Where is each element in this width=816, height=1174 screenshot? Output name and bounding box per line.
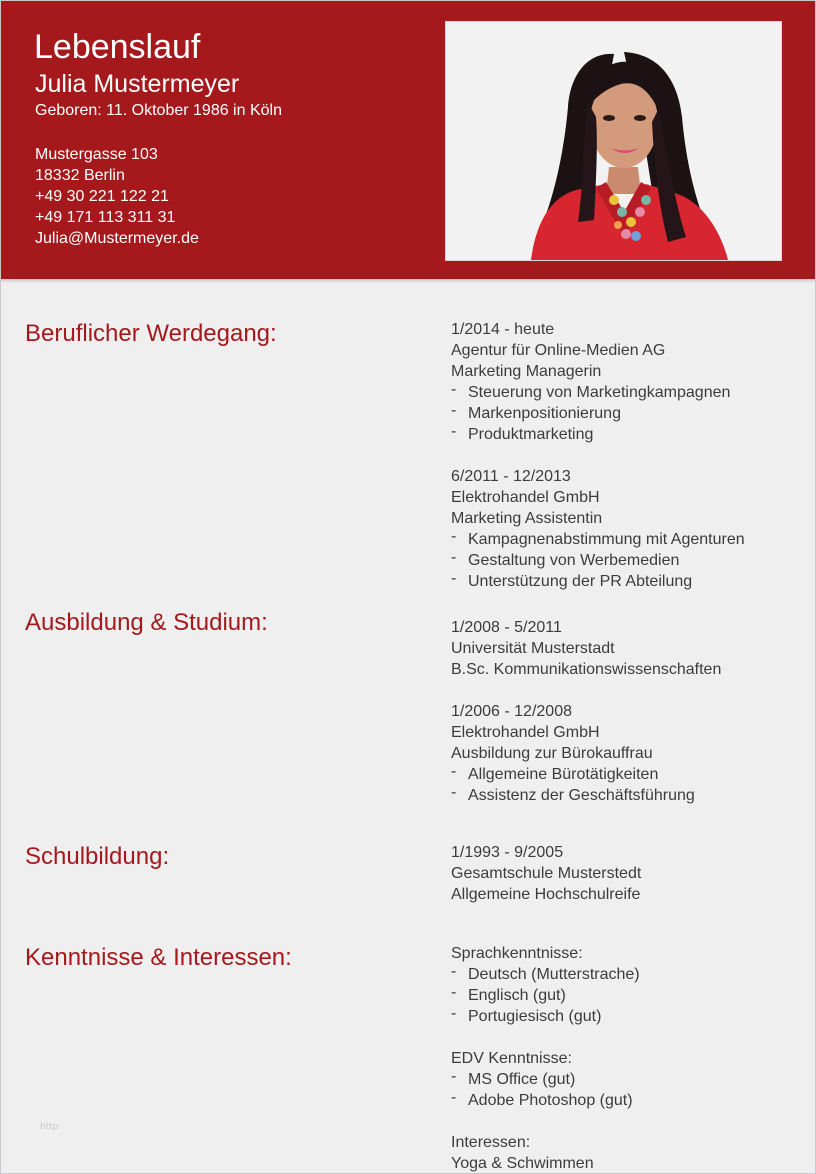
career-1-period: 1/2014 - heute xyxy=(451,321,555,338)
school-1-period: 1/1993 - 9/2005 xyxy=(451,844,564,861)
education-1-org: Universität Musterstadt xyxy=(451,640,615,657)
school-1-org: Gesamtschule Musterstedt xyxy=(451,865,642,882)
career-2-period: 6/2011 - 12/2013 xyxy=(451,468,571,485)
bullet-dash: - xyxy=(451,423,457,440)
header-shadow xyxy=(1,279,815,283)
list-item: - Unterstützung der PR Abteilung xyxy=(451,570,693,590)
education-entries xyxy=(451,617,721,806)
contact-city: 18332 Berlin xyxy=(35,167,125,184)
list-item: - Portugiesisch (gut) xyxy=(451,1005,602,1025)
contact-block xyxy=(35,144,199,249)
bullet-dash: - xyxy=(451,528,457,545)
list-item: - Gestaltung von Werbemedien xyxy=(451,549,680,569)
section-title-school: Schulbildung: xyxy=(25,843,170,870)
header-banner xyxy=(1,1,815,279)
list-item: - Assistenz der Geschäftsführung xyxy=(451,784,695,804)
education-1-degree: B.Sc. Kommunikationswissenschaften xyxy=(451,661,722,678)
education-2-org: Elektrohandel GmbH xyxy=(451,724,600,741)
watermark: http xyxy=(40,1122,59,1132)
list-item: - Kampagnenabstimmung mit Agenturen xyxy=(451,528,745,548)
bullet-dash: - xyxy=(451,763,457,780)
career-1-org: Agentur für Online-Medien AG xyxy=(451,342,666,359)
interests-value: Yoga & Schwimmen xyxy=(451,1155,594,1172)
contact-mobile: +49 171 113 311 31 xyxy=(35,209,176,226)
bullet-dash: - xyxy=(451,984,457,1001)
bullet-dash: - xyxy=(451,1068,457,1085)
career-2-org: Elektrohandel GmbH xyxy=(451,489,600,506)
bullet-dash: - xyxy=(451,1089,457,1106)
profile-photo xyxy=(445,21,782,261)
list-item: - Markenpositionierung xyxy=(451,402,621,422)
contact-phone: +49 30 221 122 21 xyxy=(35,188,169,205)
list-item: - Produktmarketing xyxy=(451,423,594,443)
section-title-education: Ausbildung & Studium: xyxy=(25,609,268,636)
section-title-skills: Kenntnisse & Interessen: xyxy=(25,944,292,971)
education-2-period: 1/2006 - 12/2008 xyxy=(451,703,572,720)
bullet-dash: - xyxy=(451,549,457,566)
list-item: - MS Office (gut) xyxy=(451,1068,576,1088)
page-title: Lebenslauf xyxy=(34,28,201,66)
bullet-dash: - xyxy=(451,1005,457,1022)
section-title-career: Beruflicher Werdegang: xyxy=(25,320,277,347)
education-2-role: Ausbildung zur Bürokauffrau xyxy=(451,745,653,762)
list-item: - Steuerung von Marketingkampagnen xyxy=(451,381,731,401)
it-label: EDV Kenntnisse: xyxy=(451,1050,572,1067)
languages-label: Sprachkenntnisse: xyxy=(451,945,583,962)
list-item: - Englisch (gut) xyxy=(451,984,566,1004)
bullet-dash: - xyxy=(451,570,457,587)
person-name: Julia Mustermeyer xyxy=(35,70,240,98)
career-2-role: Marketing Assistentin xyxy=(451,510,603,527)
bullet-dash: - xyxy=(451,402,457,419)
list-item: - Deutsch (Mutterstrache) xyxy=(451,963,640,983)
bullet-dash: - xyxy=(451,963,457,980)
contact-street: Mustergasse 103 xyxy=(35,146,158,163)
birth-info: Geboren: 11. Oktober 1986 in Köln xyxy=(35,102,282,119)
contact-email: Julia@Mustermeyer.de xyxy=(35,230,199,247)
list-item: - Allgemeine Bürotätigkeiten xyxy=(451,763,659,783)
school-1-degree: Allgemeine Hochschulreife xyxy=(451,886,641,903)
skills-entries xyxy=(451,943,640,1174)
career-1-role: Marketing Managerin xyxy=(451,363,602,380)
education-1-period: 1/2008 - 5/2011 xyxy=(451,619,562,636)
bullet-dash: - xyxy=(451,381,457,398)
career-entries xyxy=(451,319,745,592)
list-item: - Adobe Photoshop (gut) xyxy=(451,1089,633,1109)
portrait-illustration xyxy=(446,22,781,260)
school-entries xyxy=(451,842,641,905)
bullet-dash: - xyxy=(451,784,457,801)
interests-label: Interessen: xyxy=(451,1134,531,1151)
